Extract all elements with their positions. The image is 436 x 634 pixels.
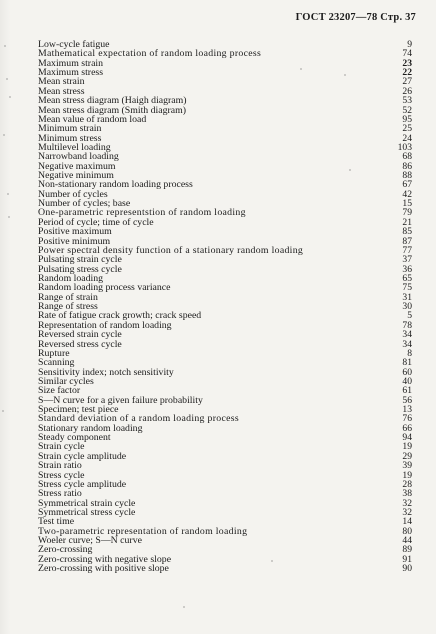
- index-term: Rupture: [38, 347, 70, 359]
- index-term: Strain cycle amplitude: [38, 450, 127, 462]
- index-entry: [38, 452, 412, 461]
- index-term: Mean stress diagram (Smith diagram): [38, 104, 187, 116]
- index-page-number: 79: [402, 207, 412, 219]
- index-page-number: 40: [402, 375, 412, 387]
- index-entry: [38, 508, 412, 517]
- index-term: Strain ratio: [38, 460, 82, 472]
- index-page-number: 21: [402, 216, 412, 228]
- index-term: Strain cycle: [38, 441, 85, 453]
- index-page-number: 77: [402, 244, 412, 256]
- index-term: Positive minimum: [38, 235, 111, 247]
- index-term: Pulsating stress cycle: [38, 263, 122, 275]
- index-page-number: 56: [402, 394, 412, 406]
- index-page-number: 66: [402, 422, 412, 434]
- index-term: Test time: [38, 516, 75, 528]
- index-page-number: 19: [402, 469, 412, 481]
- scan-speck: [8, 216, 10, 218]
- scan-speck: [7, 193, 9, 195]
- index-term: Stress cycle: [38, 469, 85, 481]
- index-entry: [38, 340, 412, 349]
- index-term: Two-parametric representation of random loading: [38, 525, 248, 537]
- index-entry: [38, 349, 412, 358]
- index-entry: [38, 461, 412, 470]
- index-page-number: 78: [402, 319, 412, 331]
- index-term: Number of cycles: [38, 188, 108, 200]
- index-page-number: 28: [402, 478, 412, 490]
- scan-speck: [4, 45, 6, 47]
- index-entry: [38, 77, 412, 86]
- index-entry: [38, 564, 412, 573]
- index-entry: [38, 68, 412, 77]
- index-page-number: 53: [402, 95, 412, 107]
- index-list: [38, 40, 412, 573]
- index-term: Negative maximum: [38, 160, 116, 172]
- index-page-number: 8: [407, 347, 412, 359]
- index-term: Reversed stress cycle: [38, 338, 122, 350]
- scan-speck: [3, 134, 5, 136]
- index-page-number: 75: [402, 282, 412, 294]
- scan-speck: [300, 68, 302, 70]
- scan-speck: [2, 410, 4, 412]
- index-term: Maximum strain: [38, 57, 104, 69]
- index-page-number: 32: [402, 497, 412, 509]
- index-page-number: 15: [402, 198, 412, 210]
- index-term: Maximum stress: [38, 67, 104, 79]
- index-page-number: 5: [407, 310, 412, 322]
- index-entry: [38, 433, 412, 442]
- index-page-number: 61: [402, 385, 412, 397]
- index-page-number: 42: [402, 188, 412, 200]
- index-term: Stress ratio: [38, 488, 82, 500]
- index-term: Symmetrical strain cycle: [38, 497, 136, 509]
- index-term: Non-stationary random loading process: [38, 179, 193, 191]
- index-page-number: 30: [402, 301, 412, 313]
- index-page-number: 9: [407, 39, 412, 50]
- index-term: Symmetrical stress cycle: [38, 506, 136, 518]
- index-page-number: 68: [402, 151, 412, 163]
- index-term: Multilevel loading: [38, 141, 111, 153]
- index-term: Power spectral density function of a stationary random loading: [38, 244, 304, 256]
- index-term: Positive maximum: [38, 226, 112, 238]
- index-entry: [38, 536, 412, 545]
- index-term: Size factor: [38, 385, 81, 397]
- index-term: Mean stress diagram (Haigh diagram): [38, 95, 187, 107]
- index-term: Mean value of random load: [38, 113, 147, 125]
- index-term: Random loading: [38, 272, 104, 284]
- index-page-number: 26: [402, 85, 412, 97]
- index-page-number: 91: [402, 553, 412, 565]
- index-page-number: 44: [402, 535, 412, 547]
- index-term: Similar cycles: [38, 375, 94, 387]
- index-entry: [38, 480, 412, 489]
- index-page-number: 34: [402, 338, 412, 350]
- scan-speck: [344, 74, 346, 76]
- index-term: Range of strain: [38, 291, 98, 303]
- index-page-number: 19: [402, 441, 412, 453]
- index-term: One-parametric representstion of random loading: [38, 207, 246, 219]
- index-term: Pulsating strain cycle: [38, 254, 122, 266]
- index-page-number: 31: [402, 291, 412, 303]
- index-page-number: 52: [402, 104, 412, 116]
- index-term: Mean strain: [38, 76, 85, 88]
- index-term: Minimum stress: [38, 132, 102, 144]
- index-term: Random loading process variance: [38, 282, 171, 294]
- index-page-number: 38: [402, 488, 412, 500]
- index-term: Reversed strain cycle: [38, 329, 122, 341]
- index-term: Standard deviation of a random loading process: [38, 413, 239, 425]
- index-page-number: 88: [402, 170, 412, 182]
- index-page-number: 37: [402, 254, 412, 266]
- index-page-number: 39: [402, 460, 412, 472]
- index-term: Representation of random loading: [38, 319, 172, 331]
- page-header: ГОСТ 23207—78 Стр. 37: [295, 12, 416, 23]
- index-page-number: 60: [402, 366, 412, 378]
- index-page-number: 76: [402, 413, 412, 425]
- index-page-number: 22: [402, 67, 412, 79]
- index-page-number: 90: [402, 563, 412, 575]
- index-page-number: 95: [402, 113, 412, 125]
- scan-speck: [9, 96, 11, 98]
- index-term: Stationary random loading: [38, 422, 143, 434]
- index-page-number: 86: [402, 160, 412, 172]
- scan-speck: [183, 606, 185, 608]
- index-term: Range of stress: [38, 301, 98, 313]
- index-page-number: 67: [402, 179, 412, 191]
- index-page-number: 13: [402, 404, 412, 416]
- index-page-number: 89: [402, 544, 412, 556]
- index-term: Zero-crossing: [38, 544, 93, 556]
- index-term: Sensitivity index; notch sensitivity: [38, 366, 174, 378]
- scan-speck: [271, 560, 273, 562]
- index-term: Rate of fatigue crack growth; crack speed: [38, 310, 202, 322]
- index-page-number: 65: [402, 272, 412, 284]
- index-page-number: 85: [402, 226, 412, 238]
- index-page-number: 27: [402, 76, 412, 88]
- index-page-number: 74: [402, 48, 412, 60]
- index-page-number: 36: [402, 263, 412, 275]
- index-page-number: 94: [402, 432, 412, 444]
- index-term: Mathematical expectation of random loading process: [38, 48, 262, 60]
- index-term: Negative minimum: [38, 170, 114, 182]
- index-term: Zero-crossing with negative slope: [38, 553, 172, 565]
- index-page-number: 87: [402, 235, 412, 247]
- index-term: Stress cycle amplitude: [38, 478, 127, 490]
- index-entry: [38, 368, 412, 377]
- index-term: Scanning: [38, 357, 75, 369]
- index-term: Zero-crossing with positive slope: [38, 563, 169, 575]
- index-term: Minimum strain: [38, 123, 102, 135]
- scan-speck: [349, 169, 351, 171]
- index-page-number: 24: [402, 132, 412, 144]
- index-term: S—N curve for a given failure probability: [38, 394, 203, 406]
- index-term: Low-cycle fatigue: [38, 39, 110, 50]
- index-term: Specimen; test piece: [38, 404, 119, 416]
- scan-speck: [6, 78, 8, 80]
- index-term: Narrowband loading: [38, 151, 119, 163]
- index-page-number: 25: [402, 123, 412, 135]
- index-page-number: 29: [402, 450, 412, 462]
- index-term: Period of cycle; time of cycle: [38, 216, 154, 228]
- index-term: Woeler curve; S—N curve: [38, 535, 142, 547]
- index-term: Steady component: [38, 432, 111, 444]
- index-page-number: 81: [402, 357, 412, 369]
- index-term: Mean stress: [38, 85, 85, 97]
- index-page-number: 34: [402, 329, 412, 341]
- index-page-number: 14: [402, 516, 412, 528]
- index-entry: [38, 377, 412, 386]
- index-page-number: 103: [397, 141, 412, 153]
- index-page-number: 32: [402, 506, 412, 518]
- page-shadow-edge: [0, 0, 10, 634]
- index-term: Number of cycles; base: [38, 198, 131, 210]
- index-page-number: 80: [402, 525, 412, 537]
- index-page-number: 23: [402, 57, 412, 69]
